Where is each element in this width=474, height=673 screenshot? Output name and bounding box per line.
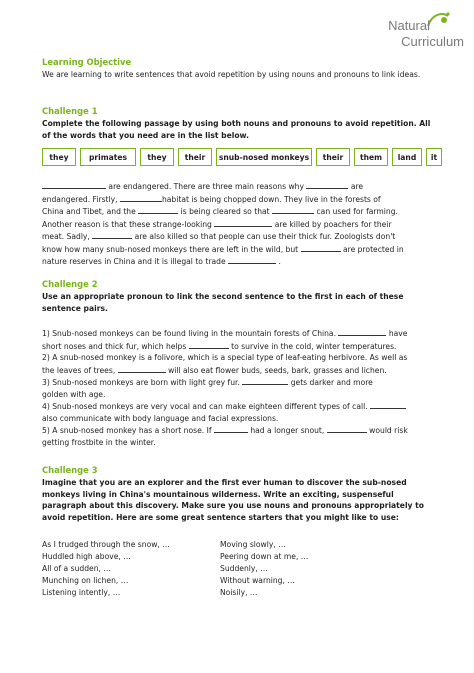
answer-blank[interactable] [301, 243, 341, 252]
objective-text: We are learning to write sentences that avoid repetition by using nouns and pronouns to link ideas. [42, 70, 421, 79]
starter-right: Peering down at me, … [220, 552, 309, 561]
starter-left: Listening intently, … [42, 588, 121, 597]
passage-line: nature reserves in China and it is illegal to trade . [42, 257, 281, 266]
challenge2-item-3: 3) Snub-nosed monkeys are born with light grey fur. gets darker and more golden with age. [42, 378, 373, 399]
passage-line: Another reason is that these strange-looking are killed by poachers for their [42, 219, 392, 229]
challenge2-item-2: 2) A snub-nosed monkey is a folivore, which is a special type of leaf-eating herbivore. As well as the leaves of trees, will also eat flower buds, seeds, bark, grasses and lichen. [42, 353, 408, 375]
answer-blank[interactable] [42, 180, 106, 189]
challenge2-item-4: 4) Snub-nosed monkeys are very vocal and can make eighteen different types of call. also communicate with body language and facial expressions. [42, 400, 434, 424]
natural-curriculum-logo [374, 8, 464, 54]
answer-blank[interactable] [306, 180, 348, 189]
answer-blank[interactable] [189, 340, 229, 349]
passage-line: China and Tibet, and the is being cleared so that can used for farming. [42, 207, 398, 216]
answer-blank[interactable] [272, 205, 314, 214]
starter-left: Munching on lichen, … [42, 576, 129, 585]
passage-line: are endangered. There are three main reasons why are [42, 180, 434, 193]
answer-blank[interactable] [138, 205, 178, 214]
word-tile: their [178, 148, 212, 166]
challenge2-heading: Challenge 2 [42, 279, 98, 289]
answer-blank[interactable] [118, 364, 166, 373]
objective-heading: Learning Objective [42, 57, 132, 67]
answer-blank[interactable] [92, 230, 132, 239]
answer-blank[interactable] [370, 400, 406, 409]
word-tile: it [426, 148, 442, 166]
answer-blank[interactable] [327, 424, 367, 433]
passage-line: endangered. Firstly, habitat is being chopped down. They live in the forests of [42, 194, 381, 204]
answer-blank[interactable] [228, 255, 276, 264]
challenge1-passage [42, 180, 434, 268]
starter-left: All of a sudden, … [42, 564, 111, 573]
challenge1-instruction: Complete the following passage by using both nouns and pronouns to avoid repetition. All of the words that you need are in the list below. [42, 119, 431, 140]
word-tile: primates [80, 148, 136, 166]
word-tile: their [316, 148, 350, 166]
answer-blank[interactable] [120, 193, 162, 202]
challenge2-item-1: 1) Snub-nosed monkeys can be found living in the mountain forests of China. have short noses and thick fur, which helps to survive in the cold, winter temperatures. [42, 329, 408, 351]
starter-right: Noisily, … [220, 588, 258, 597]
challenge2-instruction: Use an appropriate pronoun to link the second sentence to the first in each of these sentence pairs. [42, 292, 404, 313]
challenge1-heading: Challenge 1 [42, 106, 98, 116]
challenge3-heading: Challenge 3 [42, 465, 98, 475]
word-tile: they [140, 148, 174, 166]
word-tile: them [354, 148, 388, 166]
word-tile: they [42, 148, 76, 166]
starter-right: Suddenly, … [220, 564, 268, 573]
logo-word-curriculum: Curriculum [401, 34, 464, 49]
passage-line: meat. Sadly, are also killed so that people can use their thick fur. Zoologists don't [42, 232, 396, 241]
answer-blank[interactable] [214, 424, 248, 433]
starter-right: Without warning, … [220, 576, 295, 585]
starter-right: Moving slowly, … [220, 540, 286, 549]
challenge2-items [42, 327, 434, 448]
answer-blank[interactable] [338, 327, 386, 336]
challenge2-item-5: 5) A snub-nosed monkey has a short nose. If had a longer snout, would risk getting frostbite in the winter. [42, 426, 408, 447]
passage-line: know how many snub-nosed monkeys there are left in the wild, but are protected in [42, 244, 404, 254]
answer-blank[interactable] [242, 376, 288, 385]
word-tile: land [392, 148, 422, 166]
answer-blank[interactable] [214, 218, 272, 227]
starter-left: Huddled high above, … [42, 552, 131, 561]
challenge3-instruction: Imagine that you are an explorer and the first ever human to discover the sub-nosed monkeys living in China's mountainous wilderness. Write an exciting, suspenseful paragraph about this discovery. Make sure you use nouns and pronouns appropriately to avoid repetition. Here are some great sentence starters that you might like to use: [42, 478, 425, 522]
logo-word-natural: Natural [388, 18, 430, 33]
word-tile: snub-nosed monkeys [216, 148, 312, 166]
starter-left: As I trudged through the snow, … [42, 540, 170, 549]
word-bank [42, 148, 442, 168]
